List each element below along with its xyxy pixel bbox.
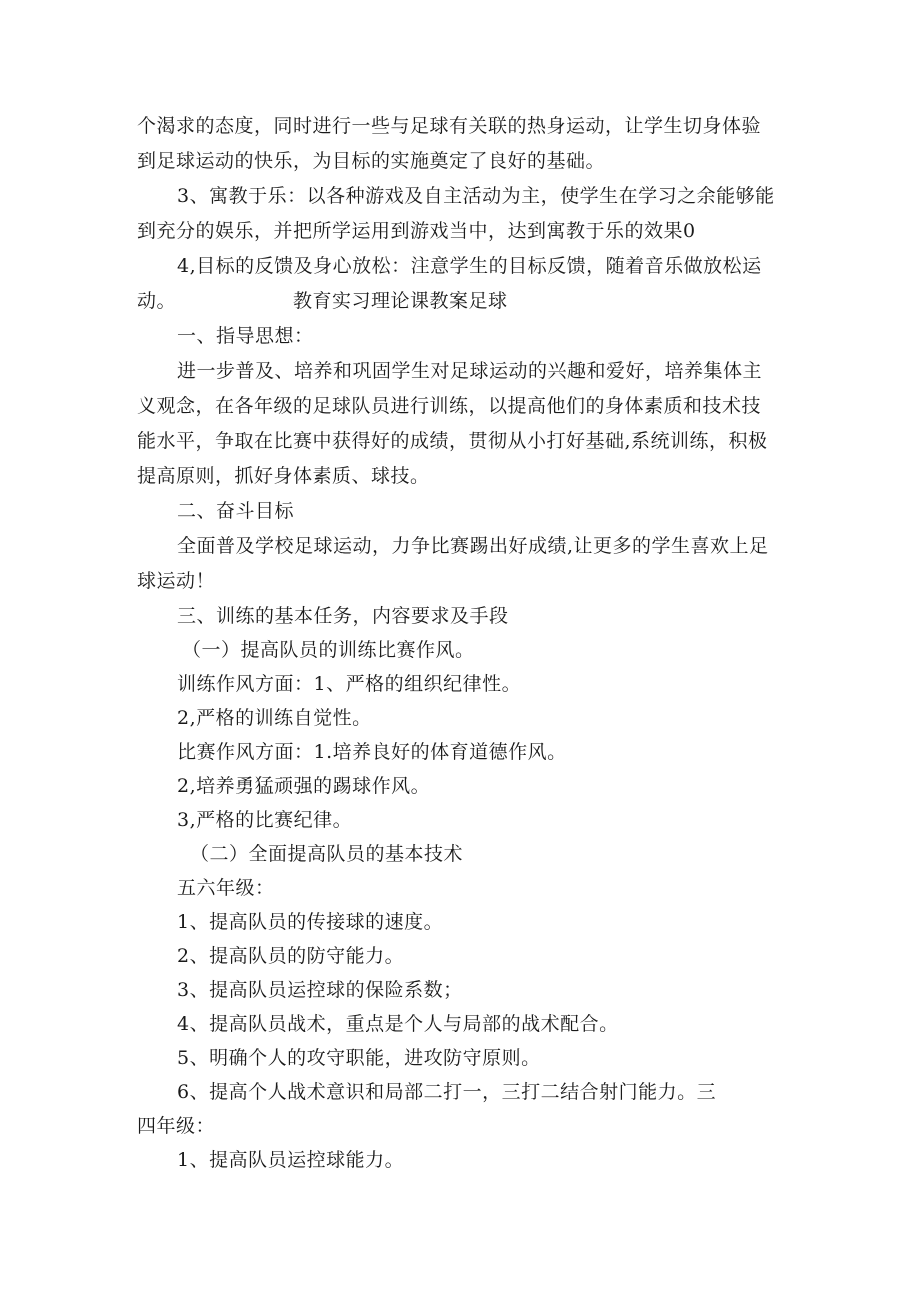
body-text-line: 动。 bbox=[137, 290, 177, 312]
list-item: 6、提高个人战术意识和局部二打一，三打二结合射门能力。三 bbox=[177, 1081, 717, 1103]
body-text-line: 2,培养勇猛顽强的踢球作风。 bbox=[177, 775, 431, 797]
section-heading: 一、指导思想： bbox=[177, 325, 314, 347]
body-text-line: 义观念，在各年级的足球队员进行训练，以提高他们的身体素质和技术技 bbox=[137, 395, 762, 417]
body-text-line: 3,严格的比赛纪律。 bbox=[177, 809, 353, 831]
body-text-line: 4,目标的反馈及身心放松：注意学生的目标反馈，随着音乐做放松运 bbox=[177, 255, 762, 277]
section-heading: 二、奋斗目标 bbox=[177, 500, 295, 522]
subsection-heading: （二）全面提高队员的基本技术 bbox=[190, 843, 464, 865]
subsection-heading: （一）提高队员的训练比赛作风。 bbox=[182, 639, 475, 661]
document-title: 教育实习理论课教案足球 bbox=[293, 290, 508, 312]
body-text-line: 五六年级： bbox=[177, 877, 275, 899]
list-item: 1、提高队员运控球能力。 bbox=[177, 1149, 405, 1171]
list-item: 2、提高队员的防守能力。 bbox=[177, 945, 405, 967]
list-item: 3、提高队员运控球的保险系数； bbox=[177, 979, 463, 1001]
body-text-line: 能水平，争取在比赛中获得好的成绩，贯彻从小打好基础,系统训练，积极 bbox=[137, 430, 768, 452]
body-text-line: 比赛作风方面：1.培养良好的体育道德作风。 bbox=[177, 741, 567, 763]
body-text-line: 进一步普及、培养和巩固学生对足球运动的兴趣和爱好，培养集体主 bbox=[177, 360, 763, 382]
list-item: 4、提高队员战术，重点是个人与局部的战术配合。 bbox=[177, 1013, 619, 1035]
body-text-line: 训练作风方面：1、严格的组织纪律性。 bbox=[177, 673, 522, 695]
body-text-line: 球运动！ bbox=[137, 570, 216, 592]
body-text-line: 四年级： bbox=[137, 1115, 216, 1137]
list-item: 1、提高队员的传接球的速度。 bbox=[177, 911, 444, 933]
body-text-line: 全面普及学校足球运动，力争比赛踢出好成绩,让更多的学生喜欢上足 bbox=[177, 535, 769, 557]
list-item: 5、明确个人的攻守职能，进攻防守原则。 bbox=[177, 1047, 541, 1069]
body-text-line: 到充分的娱乐，并把所学运用到游戏当中，达到寓教于乐的效果0 bbox=[137, 220, 696, 242]
section-heading: 三、训练的基本任务，内容要求及手段 bbox=[177, 605, 509, 627]
body-text-line: 提高原则，抓好身体素质、球技。 bbox=[137, 465, 430, 487]
body-text-line: 2,严格的训练自觉性。 bbox=[177, 707, 372, 729]
body-text-line: 个渴求的态度，同时进行一些与足球有关联的热身运动，让学生切身体验 bbox=[137, 115, 762, 137]
body-text-line: 到足球运动的快乐，为目标的实施奠定了良好的基础。 bbox=[137, 150, 606, 172]
body-text-line: 3、寓教于乐：以各种游戏及自主活动为主，使学生在学习之余能够能 bbox=[177, 185, 775, 207]
